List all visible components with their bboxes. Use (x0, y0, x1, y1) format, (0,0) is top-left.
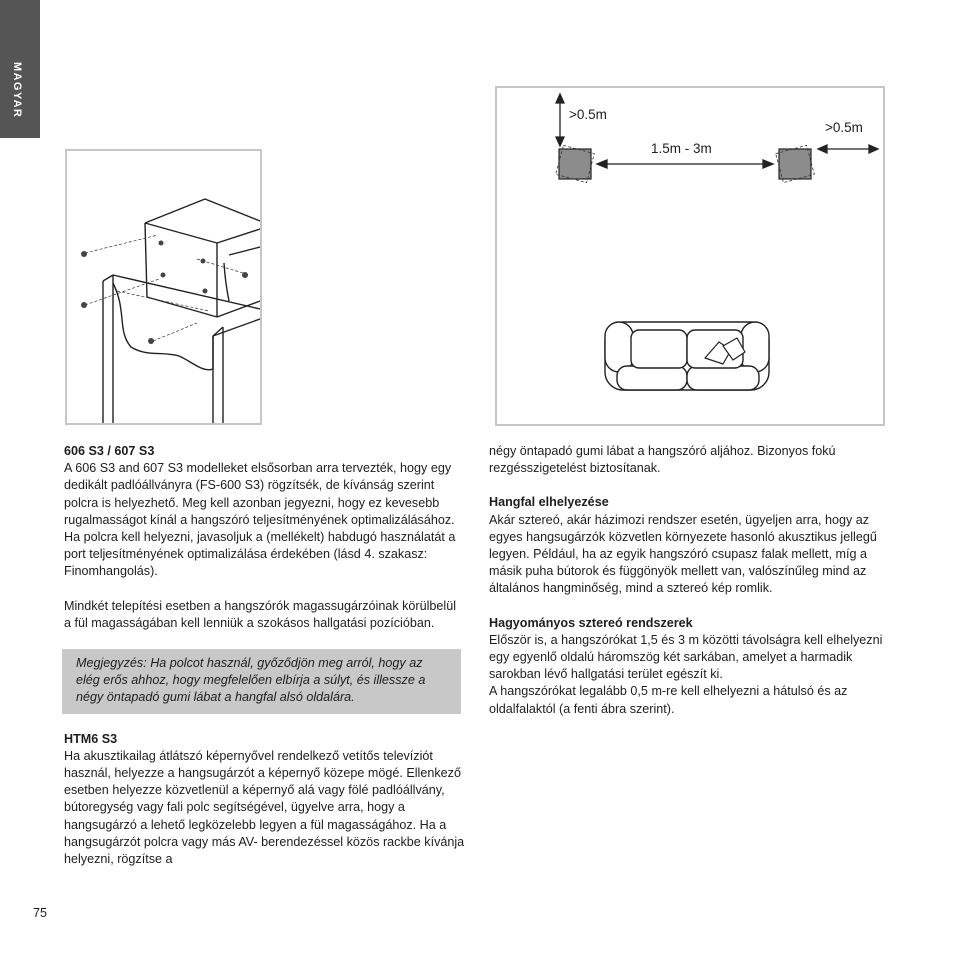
side-clearance-label: >0.5m (825, 120, 863, 135)
section-606-607-paragraph-2: Mindkét telepítési esetben a hangszórók magassugárzóinak körülbelül a fül magasságában kell lenniük a szokásos hallgatási pozícióban. (64, 598, 457, 630)
note-text: Megjegyzés: Ha polcot használ, győződjön meg arról, hogy az elég erős ahhoz, hogy megfelelően elbírja a súlyt, és illessze a négy öntapadó gumi lábat a hangfal alsó oldalára. (76, 656, 426, 705)
section-title-htm6: HTM6 S3 (64, 731, 118, 746)
shelf-speaker-drawing (67, 151, 260, 423)
shelf-placement-illustration (65, 149, 262, 425)
language-tab (0, 0, 40, 138)
note-box (62, 649, 461, 714)
stereo-placement-diagram (495, 86, 885, 426)
stereo-systems-paragraph-2: A hangszórókat legalább 0,5 m-re kell elhelyezni a hátulsó és az oldalfalaktól (a fenti ábra szerint). (489, 684, 848, 716)
page-number: 75 (33, 906, 48, 920)
right-text-column (489, 443, 889, 718)
left-text-column (64, 443, 466, 868)
stereo-systems-paragraph-1: Először is, a hangszórókat 1,5 és 3 m közötti távolságra kell elhelyezni egy egyenlő oldalú háromszög két sarkában, amelyet a harmadik sarokban lévő hallgatási terület egészít ki. (489, 632, 883, 682)
language-tab-label: MAGYAR (11, 62, 23, 119)
room-layout-drawing (497, 88, 883, 424)
htm6-continuation: négy öntapadó gumi lábat a hangszóró aljához. Bizonyos fokú rezgésszigetelést biztosítanak. (489, 444, 836, 476)
section-title-606-607: 606 S3 / 607 S3 (64, 444, 155, 458)
speaker-spacing-label: 1.5m - 3m (651, 141, 712, 156)
section-606-607-paragraph-1: A 606 S3 and 607 S3 modelleket elsősorban arra tervezték, hogy egy dedikált padlóállványra (FS-600 S3) rögzítsék, de kívánság szerint polcra is helyezhető. Meg kell azonban jegyezni, hogy ez kevesebb rugalmasságot kínál a hangszóró teljesítményének optimalizálásához. Ha polcra kell helyezni, javasoljuk a (mellékelt) habdugó használatát a port teljesítményének optimalizálása érdekében (lásd 4. szakasz: Finomhangolás). (64, 461, 456, 579)
rear-clearance-label: >0.5m (569, 107, 607, 122)
section-htm6-paragraph: Ha akusztikailag átlátszó képernyővel rendelkező vetítős televíziót használ, helyezze a hangsugárzót a képernyő közepe mögé. Ellenkező esetben helyezze közvetlenül a képernyő alá vagy fölé padlóállvány, bútoregység vagy fali polc segítségével, ügyelve arra, hogy a hangsugárzó a lehető legközelebb legyen a fül magasságához. Ha a hangsugárzót polcra vagy más AV- berendezéssel közös rackbe kívánja helyezni, rögzítse a (64, 748, 465, 867)
speaker-placement-paragraph: Akár sztereó, akár házimozi rendszer esetén, ügyeljen arra, hogy az egyes hangsugárzók közvetlen környezete hasonló akusztikus jellegű legyen. Például, ha az egyik hangszóró csupasz falak mellett, míg a másik puha bútorok és függönyök mellett van, valószínűleg mind az általános hangminőség, mind a sztereó kép romlik. (489, 512, 877, 596)
section-title-stereo-systems: Hagyományos sztereó rendszerek (489, 615, 693, 630)
section-title-speaker-placement: Hangfal elhelyezése (489, 495, 609, 510)
